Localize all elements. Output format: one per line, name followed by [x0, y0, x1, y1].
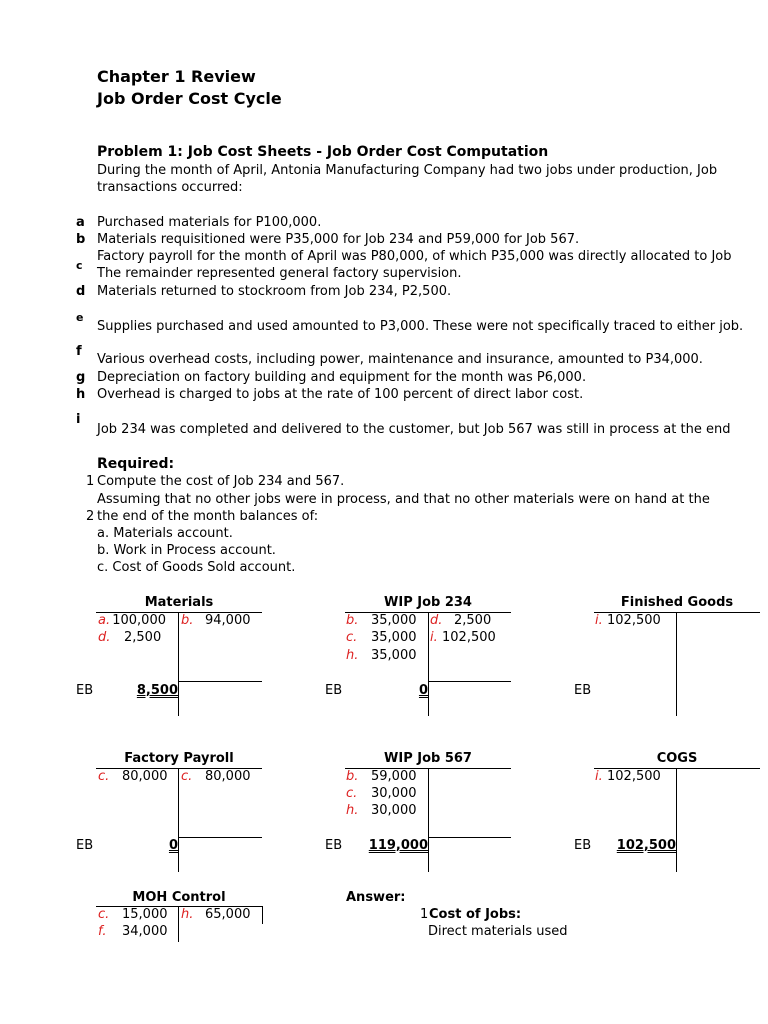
- item-text: Job 234 was completed and delivered to the customer, but Job 567 was still in process at the end: [97, 422, 731, 437]
- ending-balance-value: 8,500: [136, 683, 178, 698]
- entry-amount: 30,000: [371, 803, 417, 818]
- entry-ref: h.: [181, 907, 194, 922]
- entry-amount: 102,500: [442, 630, 496, 645]
- problem-title: Problem 1: Job Cost Sheets - Job Order Cost Computation: [97, 144, 549, 160]
- item-letter: b: [76, 232, 86, 247]
- entry-ref: b.: [181, 613, 194, 628]
- required-question: Assuming that no other jobs were in process, and that no other materials were on hand at the: [97, 492, 710, 507]
- entry-amount: 102,500: [607, 613, 661, 628]
- required-question-continued: the end of the month balances of:: [97, 509, 319, 524]
- required-subitem: c. Cost of Goods Sold account.: [97, 560, 296, 575]
- item-text: Various overhead costs, including power, maintenance and insurance, amounted to P34,000.: [97, 352, 703, 367]
- chapter-subtitle: Job Order Cost Cycle: [97, 89, 282, 108]
- item-letter: c: [76, 259, 83, 272]
- entry-ref: i.: [595, 769, 603, 784]
- t-account-title: WIP Job 567: [384, 751, 472, 766]
- required-number: 1: [86, 474, 95, 489]
- t-account-title: Materials: [144, 595, 214, 610]
- entry-amount: 2,500: [124, 630, 162, 645]
- item-letter: g: [76, 370, 86, 385]
- answer-number: 1: [420, 907, 429, 922]
- item-text: Materials returned to stockroom from Job 234, P2,500.: [97, 284, 452, 299]
- entry-amount: 80,000: [122, 769, 168, 784]
- ending-balance-label: EB: [76, 683, 94, 698]
- entry-ref: c.: [346, 786, 358, 801]
- ending-balance-label: EB: [325, 683, 343, 698]
- t-account-title: Factory Payroll: [124, 751, 234, 766]
- required-subitem: a. Materials account.: [97, 526, 233, 541]
- entry-amount: 65,000: [205, 907, 251, 922]
- entry-amount: 30,000: [371, 786, 417, 801]
- entry-ref: c.: [346, 630, 358, 645]
- entry-ref: f.: [98, 924, 107, 939]
- ending-balance-value: 0: [168, 838, 178, 853]
- required-heading: Required:: [97, 456, 175, 472]
- entry-amount: 35,000: [371, 630, 417, 645]
- entry-amount: 102,500: [607, 769, 661, 784]
- entry-amount: 2,500: [454, 613, 492, 628]
- required-number: 2: [86, 509, 95, 524]
- required-subitem: b. Work in Process account.: [97, 543, 276, 558]
- entry-amount: 100,000: [112, 613, 166, 628]
- entry-amount: 35,000: [371, 613, 417, 628]
- item-text: Depreciation on factory building and equipment for the month was P6,000.: [97, 370, 587, 385]
- chapter-title: Chapter 1 Review: [97, 67, 256, 86]
- item-letter: i: [76, 412, 81, 427]
- entry-amount: 15,000: [122, 907, 168, 922]
- entry-ref: b.: [346, 769, 359, 784]
- ending-balance-label: EB: [574, 838, 592, 853]
- item-text: Factory payroll for the month of April was P80,000, of which P35,000 was directly allocated to Job: [97, 249, 732, 264]
- entry-ref: h.: [346, 648, 359, 663]
- entry-ref: i.: [595, 613, 603, 628]
- item-text: Purchased materials for P100,000.: [97, 215, 322, 230]
- item-letter: f: [76, 344, 82, 359]
- entry-ref: c.: [98, 769, 110, 784]
- entry-amount: 80,000: [205, 769, 251, 784]
- t-account-title: MOH Control: [132, 890, 226, 905]
- t-account-title: WIP Job 234: [384, 595, 472, 610]
- entry-ref: c.: [98, 907, 110, 922]
- answer-heading: Answer:: [346, 890, 406, 905]
- item-letter: h: [76, 387, 86, 402]
- t-account-title: Finished Goods: [620, 595, 734, 610]
- entry-amount: 35,000: [371, 648, 417, 663]
- problem-intro-line1: During the month of April, Antonia Manufacturing Company had two jobs under production, Job: [97, 163, 718, 178]
- item-text-continued: The remainder represented general factory supervision.: [97, 266, 462, 281]
- item-letter: e: [76, 311, 84, 324]
- entry-ref: c.: [181, 769, 193, 784]
- entry-amount: 34,000: [122, 924, 168, 939]
- entry-ref: i.: [430, 630, 438, 645]
- entry-amount: 59,000: [371, 769, 417, 784]
- ending-balance-label: EB: [76, 838, 94, 853]
- entry-ref: b.: [346, 613, 359, 628]
- ending-balance-value: 119,000: [368, 838, 428, 853]
- item-text: Supplies purchased and used amounted to P3,000. These were not specifically traced to either job.: [97, 319, 744, 334]
- ending-balance-value: 102,500: [616, 838, 676, 853]
- ending-balance-label: EB: [574, 683, 592, 698]
- item-letter: a: [76, 215, 85, 230]
- ending-balance-value: 0: [418, 683, 428, 698]
- entry-ref: h.: [346, 803, 359, 818]
- item-text: Materials requisitioned were P35,000 for Job 234 and P59,000 for Job 567.: [97, 232, 580, 247]
- answer-label: Cost of Jobs:: [429, 907, 522, 922]
- entry-ref: d.: [98, 630, 111, 645]
- entry-amount: 94,000: [205, 613, 251, 628]
- item-text: Overhead is charged to jobs at the rate of 100 percent of direct labor cost.: [97, 387, 584, 402]
- item-letter: d: [76, 284, 86, 299]
- entry-ref: d.: [430, 613, 443, 628]
- t-account-title: COGS: [656, 751, 698, 766]
- ending-balance-label: EB: [325, 838, 343, 853]
- entry-ref: a.: [98, 613, 111, 628]
- problem-intro-line2: transactions occurred:: [97, 180, 243, 195]
- required-question: Compute the cost of Job 234 and 567.: [97, 474, 345, 489]
- answer-line: Direct materials used: [428, 924, 568, 939]
